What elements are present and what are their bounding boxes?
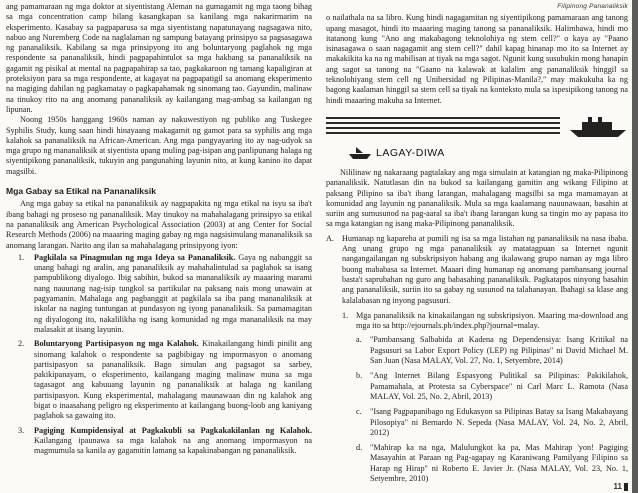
citation-list <box>356 335 628 484</box>
ship-icon <box>568 116 628 138</box>
item-title: Boluntaryong Partisipasyon ng mga Kalahok. <box>34 339 199 349</box>
list-item <box>6 426 312 457</box>
page-number-text: 11 <box>613 482 622 491</box>
item-number: 1. <box>342 310 349 320</box>
item-letter: a. <box>356 335 362 345</box>
item-text: Humanap ng kapareha at pumili ng isa sa mga listahan ng pananaliksik na nasa ibaba. Ang unang grupo ng mga pananaliksik ay matatagpuan sa Internet ngunit nangangailangan ng subskripsiyon habang ang ikalawang grupo naman ay mga libro buong mababasa sa Internet. Maaari ding humanap ng anomang pambansang journal basta't saprubahan ng guro ang babasahing pananaliksik. Pagkatapos ninyong basahin ang pananaliksik, suriin ito sa gabay ng susunod na talahanayan. Ibahagi sa klase ang kalalabasan ng inyong pagsusuri. <box>342 233 628 305</box>
citation-text: "Isang Pagpapanibago ng Edukasyon sa Pilipinas Batay sa Isang Makabayang Pilosopiya" ni Bernardo N. Sepeda (Nasa MALAY, Vol. 24, No. 2, Abril, 2012) <box>370 407 628 437</box>
list-item <box>356 443 628 484</box>
activity-list <box>326 234 628 485</box>
section-divider <box>326 114 628 140</box>
item-number: 3. <box>18 425 25 435</box>
paragraph: Nililinaw ng nakaraang pagtalakay ang mga simulain at katangian ng maka-Pilipinong pananaliksik. Natutlasan din na bukod sa kailangang gamitin ang wikang Filipino at paksang Pilipino sa iba't ibang larangan, mahalagang magsilbi sa mga mamamayan at komunidad ang layunin ng pananaliksik. Mula sa mga kaalamang nauunawaan, basahin at suriin ang sumusunod na pag-aaral sa iba't ibang larangan kung sa tingin mo ay papasa ito sa mga katangian ng isang maka-Pilipinong pananaliksik. <box>326 167 628 229</box>
item-title: Pagiging Kumpidensiyal at Pagkakubli sa Pagkakakilanlan ng Kalahok. <box>34 425 312 435</box>
citation-text: "Mahirap ka na nga, Malulungkot ka pa, Mas Mahirap 'yon! Pagiging Masayahin at Paraan ng Pag-agapay ng Karaniwang Pamilyang Filipino sa Harap ng Hirap" ni Roberto E. Javier Jr. (Nasa MALAY, Vol. 23, No. 1, Setyembre, 2010) <box>370 443 628 483</box>
lagay-diwa-header <box>348 146 628 160</box>
item-letter: c. <box>356 407 362 417</box>
running-head: Filipinong Pananaliksik <box>557 3 628 10</box>
list-item <box>356 371 628 402</box>
list-item <box>326 234 628 485</box>
item-letter: A. <box>326 233 334 243</box>
research-list <box>342 311 628 484</box>
paragraph: Ang mga gabay sa etikal na pananaliksik ay nagpapakita ng mga etikal na isyu sa iba't ibang bahagi ng proseso ng pananaliksik. May tinukoy na mahahalagang prinsipyo sa etikal na pananaliksik ang American Psychological Association (2003) at ang Center for Social Research Methods (2006) na maaaring maging gabay ng mga nagsisimulang mananaliksik sa anomang larangan. Narito ang ilan sa mahahalagang prinsipyong iyon: <box>6 199 312 250</box>
section-title: LAGAY-DIWA <box>376 146 445 159</box>
principles-list <box>6 253 312 457</box>
page-number <box>614 482 628 491</box>
item-number: 2. <box>18 339 25 349</box>
list-item <box>342 311 628 484</box>
page-marker <box>624 483 628 491</box>
item-text: Mga pananaliksik na kinakailangan ng subskripsiyon. Maaring ma-download ang mga ito sa http://ejournals.ph/index.php?journal=malay. <box>356 310 628 331</box>
item-text: Gaya ng nabanggit sa unang bahagi ng aralin, ang pananaliksik ay mahahalintulad sa paglahok sa isang pampublikong diyalogo. Ibig sabihin, bukod sa mananaliksik ay maaaring marami nang nauunang nag-isip tungkol sa partikular na paksang nais mong unawain at pagyamanin. Mahalaga ang pagbanggit at pagkilala sa iba pang mananaliksik at iskolar na naging tuntungan at pundasyon ng iyong pananaliksik. Sa pamamagitan ng diyalogong ito, nakalilikha ng isang komunidad ng mga mananaliksik na may malasakit at iisang layunin. <box>34 252 312 334</box>
list-item <box>356 335 628 366</box>
item-title: Pagkilala sa Pinagmulan ng mga Ideya sa Pananaliksik. <box>34 252 236 262</box>
citation-text: "Ang Internet Bilang Espasyong Pulitikal sa Pilipinas: Pakikilahok, Pamamahala, at Protesta sa Cyberspace" ni Carl Marc L. Ramota (Nasa MALAY, Vol. 25, No. 2, Abril, 2013) <box>370 371 628 401</box>
left-column <box>6 2 312 490</box>
stripes-decoration <box>326 117 560 137</box>
item-text: Kinakailangang hindi pinilit ang sinomang kalahok o respondente sa pagbibigay ng impormasyon o anomang partisipasyon sa pananaliksik. Bago simulan ang pagsagot sa sarbey, pakikipanayam, o eksperimento, kailangang maging malinaw muna sa mga tagasagot ang kabuuang layunin ng pananaliksik at halaga ng kanilang partisipasyon. Kung eksperimental, mahalagang maunawaan din ng kalahok ang bigat o inaasahang peligro ng eksperimento at kailangang buong-loob ang kaniyang paglahok sa gawaing ito. <box>34 339 312 421</box>
paragraph: o nailathala na sa libro. Kung hindi nagagamitan ng siyentipikong pamamaraan ang tanong upang masagot, hindi ito maaaring maging tanong sa pananaliksik. Halimbawa, hindi mo itatanong kung "Ano ang makabagong teknolohiya ng stem cell?" o kaya ay "Paano isinasagawa o saan nagagamit ang stem cell?" dahil kapag hinanap mo ito sa Internet ay makakikita ka na ng mabilisan at tiyak na mga sagot. Ngunit kung susubukin mong hanapin ang sagot sa tanong na "Gaano na kalawak at kalalim ang pananaliksik hinggil sa teknolohiyang stem cell ng Unibersidad ng Pilipinas-Manila?," may makukuha ka ng bagong kaalaman hinggil sa stem cell sa tiyak na konteksto mula sa ispesipikong tanong na hindi maaaring makuha sa Internet. <box>326 13 628 105</box>
list-item <box>6 339 312 421</box>
boat-icon <box>348 146 372 160</box>
page-edge-shadow <box>632 0 638 493</box>
citation-text: "Pambansang Salbabida at Kadena ng Dependensiya: Isang Kritikal na Pagsusuri sa Labor Export Policy (LEP) ng Pilipinas" ni David Michael M. San Juan (Nasa MALAY, Vol. 27, No. 1, Setyembre, 2014) <box>370 335 628 366</box>
right-column <box>326 2 628 490</box>
section-heading: Mga Gabay sa Etikal na Pananaliksik <box>6 186 156 197</box>
paragraph: ang pamamaraan ng mga doktor at siyentistang Aleman na gumagamit ng mga taong bihag sa mga concentration camp bilang kasangkapan sa kanilang mga nakarirmarim na eksperimento. Kasabay sa pagpaparusa sa mga siyentistang napatunayang nagsagawa nito, nabuo ang Nuremberg Code na naglalaman ng sampung batayang prinsipyo sa pagsasagawa ng pananaliksik. Kabilang sa mga prinsipyong ito ang boluntaryong paglahok ng mga respondente sa pananaliksik, hindi pagpapahintulot sa mga hakbang sa pananaliksik na gagamit ng pisikal at mental na pagpapahirap sa tao, pagkakaroon ng tamang kapaligiran at proteksiyon para sa mga respondente, at kagayat na pagpapatigil sa anomang eksperimento na magiging dahilan ng pagkamatay o pagkapahamak ng sinomang tao. Gayundin, malinaw na tinukoy rito na ang anomang pananaliksik ay kailangang mag-ambag sa kailangan ng lipunan. <box>6 2 312 114</box>
list-item <box>356 407 628 438</box>
paragraph: Noong 1950s hanggang 1960s naman ay nakuwestiyon ng publiko ang Tuskegee Syphilis Study, kung saan hindi hinayaang makagamit ng gamot para sa syphilis ang mga kalahok sa pananaliksik na African-American. Ang mga pangyayaring ito ay nag-udyok sa mga grupo ng mananaliksik at siyentista upang muling pag-isipan ang panlipunang halaga ng siyentipikong pananaliksik, tukuyin ang pangunahing layunin nito, at kung kanino ito dapat magsilbi. <box>6 115 312 176</box>
item-text: Kailangang ipaunawa sa mga kalahok na ang anomang impormasyon na magmumula sa kanila ay gagamitin lamang sa kapakinabangan ng pananaliksik. <box>34 435 312 456</box>
item-number: 1. <box>18 252 25 262</box>
list-item <box>6 253 312 335</box>
item-letter: b. <box>356 371 363 381</box>
item-letter: d. <box>356 443 363 453</box>
